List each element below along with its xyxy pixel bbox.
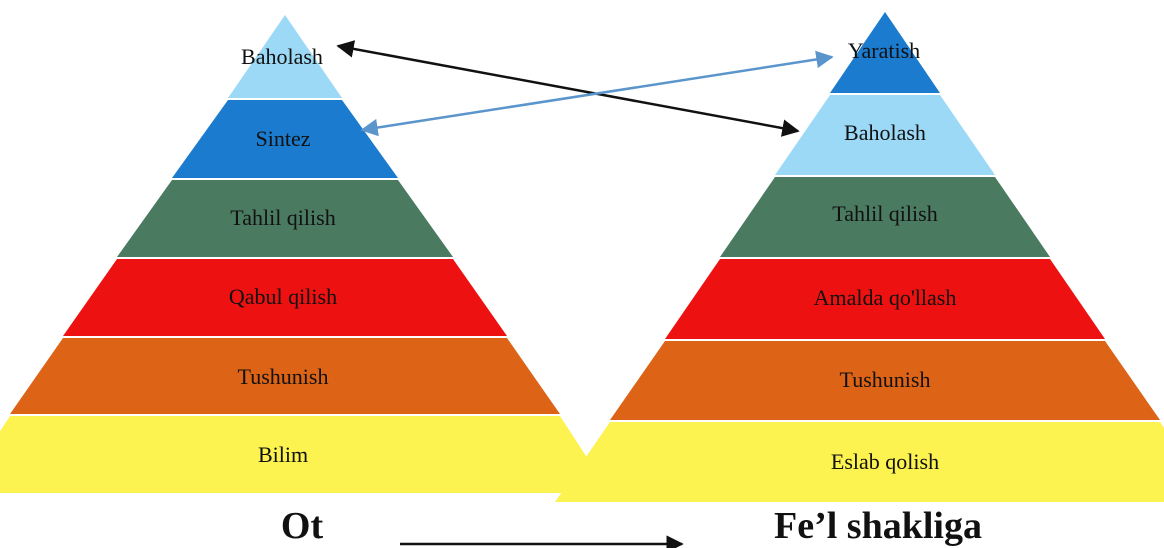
right-caption: Fe’l shakliga (774, 505, 982, 547)
baholash-connector-arrow (338, 46, 798, 131)
right-level-1-label: Yaratish (847, 38, 921, 63)
left-level-3-label: Tahlil qilish (230, 205, 336, 230)
right-level-2-label: Baholash (844, 120, 926, 145)
left-caption: Ot (280, 505, 324, 547)
sintez-yaratish-connector-arrow (362, 57, 832, 130)
left-level-4-label: Qabul qilish (228, 284, 338, 309)
right-level-5-label: Tushunish (839, 367, 931, 392)
right-level-3-label: Tahlil qilish (832, 201, 938, 226)
right-level-6-label: Eslab qolish (830, 449, 940, 474)
left-level-1-label: Baholash (241, 44, 323, 69)
left-level-2-label: Sintez (255, 126, 311, 151)
left-pyramid (0, 15, 610, 493)
right-level-4-label: Amalda qo'llash (813, 285, 957, 310)
left-level-6-label: Bilim (257, 442, 309, 467)
left-level-5-label: Tushunish (237, 364, 329, 389)
